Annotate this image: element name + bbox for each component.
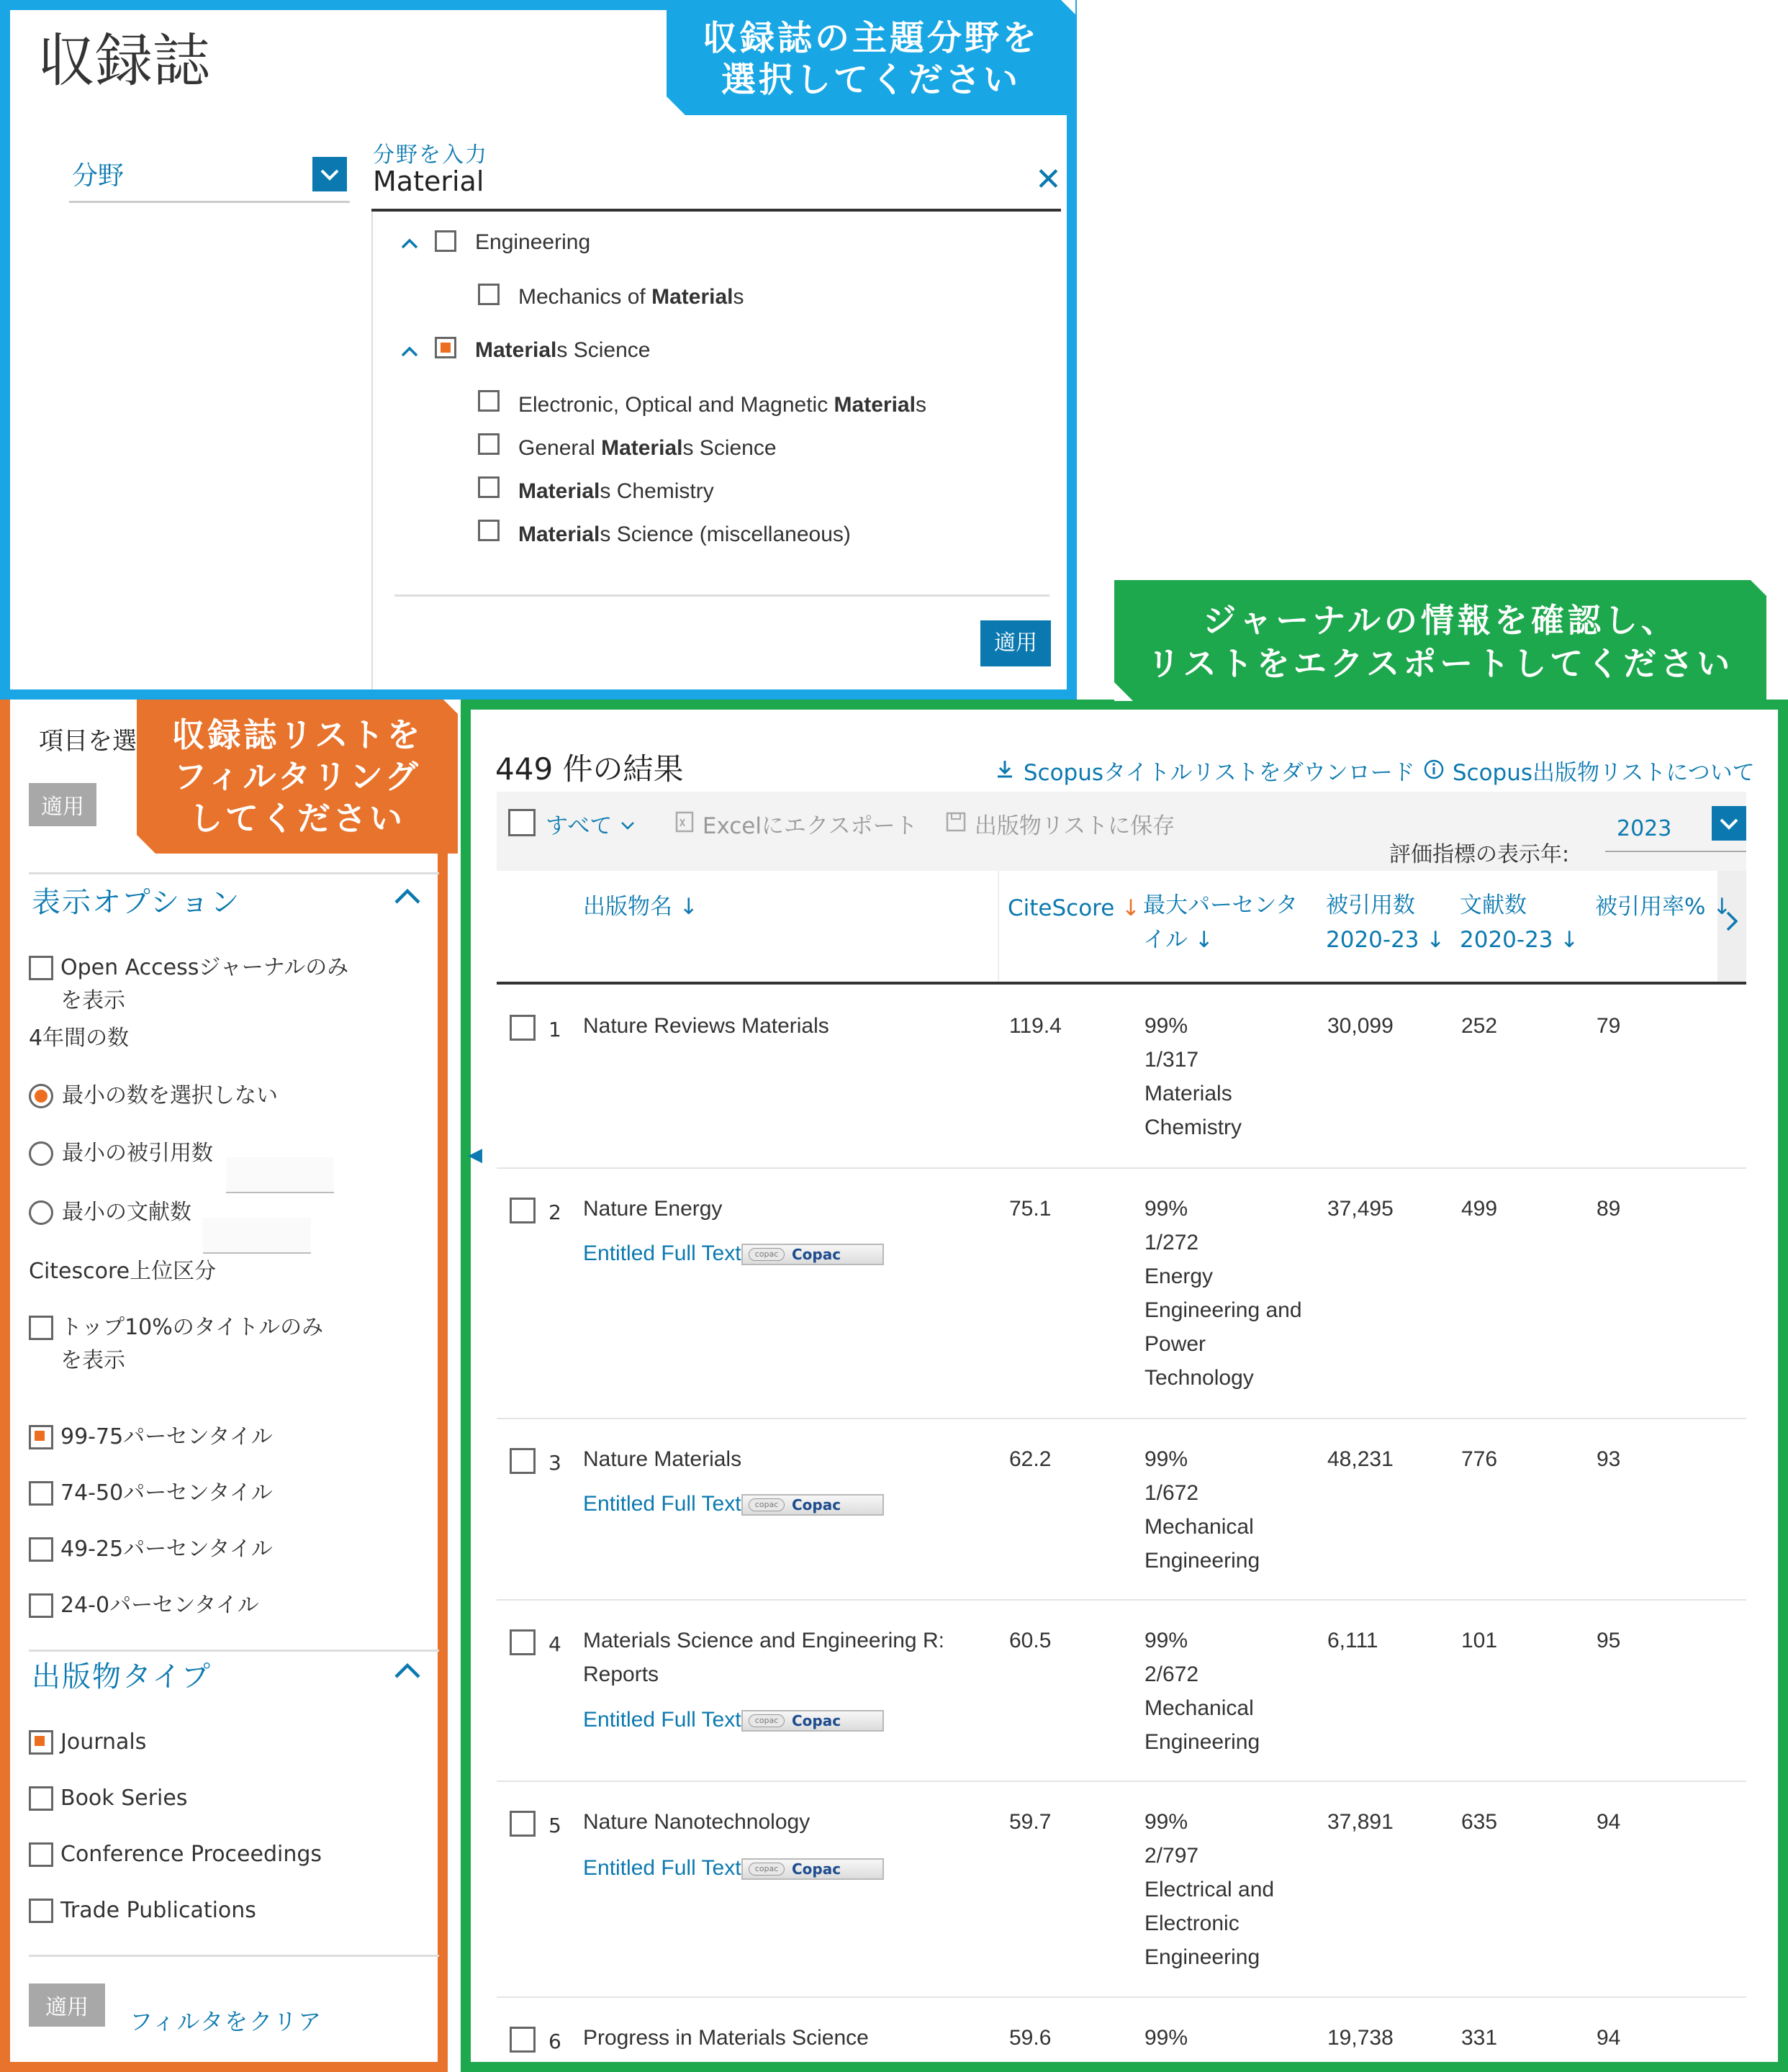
percentile-cell xyxy=(1144,1805,1274,1974)
copac-button[interactable] xyxy=(741,1494,884,1516)
checkbox-mechanics[interactable] xyxy=(478,284,500,305)
checkbox-top10[interactable] xyxy=(29,1316,53,1340)
field-dropdown-label: 分野 xyxy=(72,161,125,191)
cited-percent-value: 89 xyxy=(1597,1197,1621,1221)
copac-logo-icon: copac xyxy=(749,1863,785,1876)
scroll-right-bar[interactable] xyxy=(1717,871,1746,983)
subject-search[interactable] xyxy=(371,137,1061,212)
apply-button[interactable]: 適用 xyxy=(29,783,96,826)
percentile-value: 99% xyxy=(1144,1810,1188,1834)
radio-min-citations-label: 最小の被引用数 xyxy=(62,1141,213,1166)
download-link-text: Scopusタイトルリストをダウンロード xyxy=(1023,760,1415,786)
select-all-label: すべて xyxy=(546,813,613,839)
chevron-up-icon[interactable] xyxy=(399,341,420,368)
full-text-link[interactable]: Entitled Full Text xyxy=(583,1856,741,1880)
radio-min-citations[interactable] xyxy=(29,1141,53,1166)
checkbox-trade[interactable] xyxy=(29,1899,53,1923)
citescore-value: 119.4 xyxy=(1009,1014,1062,1038)
full-text-link[interactable]: Entitled Full Text xyxy=(583,1708,741,1732)
callout-text-line: リストをエクスポートしてください xyxy=(1147,644,1734,683)
copac-logo-icon: copac xyxy=(749,1248,785,1261)
copac-logo-icon: copac xyxy=(749,1714,785,1727)
row-divider xyxy=(497,1781,1746,1782)
year-label: 評価指標の表示年: xyxy=(1389,842,1570,867)
export-excel-label: Excelにエクスポート xyxy=(702,813,918,839)
copac-label: Copac xyxy=(792,1860,841,1878)
citescore-value: 59.7 xyxy=(1009,1810,1052,1834)
cited-percent-value: 94 xyxy=(1597,1810,1621,1834)
export-excel-button[interactable] xyxy=(674,807,918,840)
citescore-value: 75.1 xyxy=(1009,1197,1052,1221)
documents-value: 252 xyxy=(1461,1014,1498,1038)
column-label-line: 文献数 xyxy=(1460,892,1527,918)
tree-item-misc[interactable]: Materials Science (miscellaneous) xyxy=(518,522,851,546)
citations-value: 48,231 xyxy=(1327,1447,1394,1471)
title-line: Reports xyxy=(583,1662,659,1686)
copac-button[interactable] xyxy=(741,1244,884,1265)
min-documents-input[interactable] xyxy=(203,1218,311,1254)
download-icon xyxy=(993,760,1016,786)
row-number: 5 xyxy=(548,1814,561,1837)
citations-value: 30,099 xyxy=(1327,1014,1394,1038)
column-cited-percent[interactable]: 被引用率% ↓ xyxy=(1595,894,1732,920)
divider xyxy=(29,872,439,874)
full-text-link[interactable]: Entitled Full Text xyxy=(583,1492,741,1516)
percentile-value: 99% xyxy=(1144,1447,1188,1471)
checkbox-percentile-49-25[interactable] xyxy=(29,1537,53,1562)
row-divider xyxy=(497,1167,1746,1169)
cited-percent-value: 93 xyxy=(1597,1447,1621,1471)
row-checkbox[interactable] xyxy=(510,1015,536,1041)
select-all-dropdown[interactable] xyxy=(546,807,636,840)
radio-none[interactable] xyxy=(29,1084,53,1108)
percentile-category: Engineering xyxy=(1144,1549,1260,1573)
row-checkbox[interactable] xyxy=(510,2027,536,2053)
journal-title-link[interactable]: Progress in Materials Science xyxy=(583,2026,869,2050)
about-link[interactable] xyxy=(1422,754,1755,787)
copac-logo-icon: copac xyxy=(749,1498,785,1511)
percentile-category: Electrical and xyxy=(1144,1878,1275,1901)
copac-label: Copac xyxy=(792,1712,841,1729)
label-line: を表示 xyxy=(60,988,125,1013)
cited-percent-value: 95 xyxy=(1597,1629,1621,1652)
percentile-category: Power xyxy=(1144,1332,1206,1356)
row-number: 3 xyxy=(548,1451,561,1475)
tree-item-chemistry[interactable]: Materials Chemistry xyxy=(518,479,714,503)
label-line: を表示 xyxy=(60,1348,125,1373)
citations-value: 6,111 xyxy=(1327,1629,1378,1652)
callout-text-line: 収録誌の主題分野を xyxy=(702,18,1039,58)
radio-none-label: 最小の数を選択しない xyxy=(62,1083,278,1108)
chevron-down-icon[interactable] xyxy=(1712,806,1746,841)
percentile-category: Technology xyxy=(1144,1366,1254,1390)
filter-panel xyxy=(0,700,448,2072)
top10-label xyxy=(60,1311,323,1377)
checkbox-chemistry[interactable] xyxy=(478,476,500,498)
four-year-label: 4年間の数 xyxy=(29,1026,130,1051)
percentile-cell xyxy=(1144,1192,1302,1395)
column-label-line: 2020-23 xyxy=(1326,927,1419,953)
column-percentile[interactable]: 最大パーセンタ イル ↓ xyxy=(1143,888,1298,957)
column-label-line: 2020-23 xyxy=(1460,927,1553,953)
cited-percent-value: 94 xyxy=(1597,2026,1621,2050)
percentile-rank: 1/317 xyxy=(1144,1048,1199,1072)
checkbox-general[interactable] xyxy=(478,433,500,455)
copac-label: Copac xyxy=(792,1246,841,1263)
source-type-title[interactable]: 出版物タイプ xyxy=(32,1660,212,1693)
chevron-up-icon[interactable] xyxy=(392,1655,423,1694)
year-dropdown[interactable] xyxy=(1605,806,1746,852)
callout-fold xyxy=(667,96,685,115)
percentile-label: 24-0パーセンタイル xyxy=(60,1593,259,1618)
download-link[interactable] xyxy=(993,754,1415,787)
row-number: 6 xyxy=(548,2030,561,2053)
percentile-rank: 1/672 xyxy=(1144,1481,1199,1505)
checkbox-percentile-99-75[interactable] xyxy=(29,1425,53,1449)
row-checkbox[interactable] xyxy=(510,1198,536,1223)
radio-min-documents[interactable] xyxy=(29,1200,53,1225)
checkbox-percentile-24-0[interactable] xyxy=(29,1593,53,1618)
row-divider xyxy=(497,1996,1746,1998)
divider xyxy=(29,1955,439,1957)
row-checkbox[interactable] xyxy=(510,1811,536,1837)
tree-item-general[interactable]: General Materials Science xyxy=(518,436,777,460)
chevron-down-icon[interactable] xyxy=(312,157,347,191)
percentile-category: Engineering xyxy=(1144,1730,1260,1754)
percentile-category: Materials xyxy=(1144,1082,1232,1105)
results-toolbar xyxy=(497,792,1746,871)
apply-button[interactable]: 適用 xyxy=(980,620,1051,666)
display-options-title[interactable]: 表示オプション xyxy=(32,886,241,919)
save-icon xyxy=(944,813,967,839)
callout-filter-list xyxy=(137,700,458,854)
documents-value: 331 xyxy=(1461,2026,1498,2050)
save-list-label: 出版物リストに保存 xyxy=(974,813,1175,839)
tree-item-materials-science[interactable]: Materials Science xyxy=(475,338,651,362)
column-citescore[interactable]: CiteScore ↓ xyxy=(1008,895,1141,921)
title-line: Materials Science and Engineering R: xyxy=(583,1629,944,1652)
page-title: 収録誌 xyxy=(37,27,210,94)
column-title[interactable]: 出版物名 ↓ xyxy=(583,894,698,920)
callout-text-line: ジャーナルの情報を確認し、 xyxy=(1203,601,1678,640)
copac-label: Copac xyxy=(792,1496,841,1514)
callout-fold xyxy=(1114,682,1133,701)
callout-export-list xyxy=(1114,580,1766,701)
callout-fold xyxy=(1061,0,1075,14)
row-divider xyxy=(497,1418,1746,1419)
percentile-category: Mechanical xyxy=(1144,1696,1254,1720)
callout-select-subject xyxy=(667,0,1075,115)
open-access-label xyxy=(60,951,348,1018)
divider xyxy=(394,594,1049,597)
header-divider xyxy=(497,982,1746,985)
full-text-link[interactable]: Entitled Full Text xyxy=(583,1241,741,1265)
column-label-line: 被引用数 xyxy=(1326,892,1415,918)
percentile-category: Energy xyxy=(1144,1265,1214,1288)
callout-fold xyxy=(137,835,155,854)
journal-title-link[interactable]: Nature Energy xyxy=(583,1197,723,1221)
citescore-value: 62.2 xyxy=(1009,1447,1052,1471)
checkbox-electronic[interactable] xyxy=(478,390,500,412)
percentile-cell xyxy=(1144,1442,1260,1578)
checkbox-book-series[interactable] xyxy=(29,1786,53,1811)
checkbox-engineering[interactable] xyxy=(435,230,456,252)
callout-text-line: してください xyxy=(189,799,405,838)
info-icon xyxy=(1422,760,1445,786)
source-type-label: Journals xyxy=(60,1729,147,1755)
checkbox-misc[interactable] xyxy=(478,520,500,541)
citations-value: 37,495 xyxy=(1327,1197,1394,1221)
column-divider xyxy=(998,871,999,983)
percentile-value: 99% xyxy=(1144,1014,1188,1038)
percentile-category: Mechanical xyxy=(1144,1515,1254,1539)
column-documents[interactable]: 文献数 2020-23 ↓ xyxy=(1460,888,1579,957)
tree-item-mechanics[interactable]: Mechanics of Materials xyxy=(518,285,744,309)
callout-text-line: フィルタリング xyxy=(173,757,421,796)
column-label-line: 最大パーセンタ xyxy=(1143,892,1299,918)
callout-fold xyxy=(443,700,458,714)
documents-value: 499 xyxy=(1461,1197,1498,1221)
column-citations[interactable]: 被引用数 2020-23 ↓ xyxy=(1326,888,1445,957)
copac-button[interactable] xyxy=(741,1710,884,1732)
percentile-label: 99-75パーセンタイル xyxy=(60,1424,273,1449)
search-input[interactable]: Material xyxy=(373,166,484,197)
label-line: Open Accessジャーナルのみ xyxy=(60,955,349,980)
citations-value: 19,738 xyxy=(1327,2026,1394,2050)
chevron-up-icon[interactable] xyxy=(392,881,423,920)
journal-title-link[interactable]: Nature Materials xyxy=(583,1447,742,1471)
callout-fold xyxy=(1751,580,1766,596)
percentile-cell xyxy=(1144,1624,1260,1759)
search-label: 分野を入力 xyxy=(373,142,488,168)
callout-text-line: 選択してください xyxy=(721,60,1021,100)
apply-button[interactable]: 適用 xyxy=(29,1983,105,2027)
row-number: 4 xyxy=(548,1632,561,1656)
result-count: 449 件の結果 xyxy=(495,751,684,787)
journal-title-link[interactable]: Nature Nanotechnology xyxy=(583,1810,811,1834)
percentile-rank: 1/272 xyxy=(1144,1231,1199,1254)
tree-item-engineering[interactable]: Engineering xyxy=(475,230,591,254)
checkbox-open-access[interactable] xyxy=(29,956,53,980)
label-line: トップ10%のタイトルのみ xyxy=(60,1315,324,1340)
percentile-rank: 2/797 xyxy=(1144,1844,1199,1868)
percentile-value: 99% xyxy=(1144,1197,1188,1221)
save-list-button[interactable] xyxy=(944,807,1175,840)
column-cited-label: 被引用率% xyxy=(1595,894,1706,920)
column-label-line: イル xyxy=(1143,927,1188,953)
journal-title-link[interactable] xyxy=(583,1624,944,1691)
min-citations-input[interactable] xyxy=(226,1157,334,1193)
copac-button[interactable] xyxy=(741,1858,884,1880)
citescore-value: 59.6 xyxy=(1009,2026,1052,2050)
filter-heading: 項目を選 xyxy=(39,727,137,756)
documents-value: 776 xyxy=(1461,1447,1498,1471)
column-citescore-label: CiteScore xyxy=(1008,895,1115,921)
column-title-label: 出版物名 xyxy=(583,894,672,920)
percentile-category: Engineering and xyxy=(1144,1298,1302,1322)
close-icon[interactable]: ✕ xyxy=(1035,161,1062,198)
row-number: 2 xyxy=(548,1200,561,1224)
citescore-value: 60.5 xyxy=(1009,1629,1052,1652)
percentile-category: Electronic xyxy=(1144,1912,1240,1935)
checkbox-materials-science[interactable] xyxy=(435,337,456,358)
callout-text-line: 収録誌リストを xyxy=(171,715,423,754)
about-link-text: Scopus出版物リストについて xyxy=(1452,760,1755,786)
documents-value: 635 xyxy=(1461,1810,1498,1834)
percentile-cell xyxy=(1144,1009,1242,1144)
percentile-category: Engineering xyxy=(1144,1945,1260,1969)
percentile-label: 74-50パーセンタイル xyxy=(60,1480,273,1506)
citations-value: 37,891 xyxy=(1327,1810,1394,1834)
checkbox-percentile-74-50[interactable] xyxy=(29,1481,53,1506)
cited-percent-value: 79 xyxy=(1597,1014,1621,1038)
percentile-rank: 2/672 xyxy=(1144,1662,1199,1686)
percentile-category: Chemistry xyxy=(1144,1116,1242,1139)
field-dropdown[interactable] xyxy=(69,151,350,203)
chevron-up-icon[interactable] xyxy=(399,233,420,261)
percentile-value: 99% xyxy=(1144,2026,1188,2050)
source-type-label: Trade Publications xyxy=(60,1898,256,1923)
radio-min-documents-label: 最小の文献数 xyxy=(62,1200,191,1225)
chevron-down-icon xyxy=(619,813,636,839)
row-divider xyxy=(497,1599,1746,1601)
divider xyxy=(29,1650,439,1652)
year-value: 2023 xyxy=(1617,816,1672,841)
source-type-label: Book Series xyxy=(60,1786,188,1811)
row-number: 1 xyxy=(548,1018,561,1041)
row-checkbox[interactable] xyxy=(510,1448,536,1474)
excel-icon xyxy=(674,813,695,839)
percentile-label: 49-25パーセンタイル xyxy=(60,1537,273,1562)
clear-filter-link[interactable]: フィルタをクリア xyxy=(130,2008,323,2035)
documents-value: 101 xyxy=(1461,1629,1498,1652)
percentile-value: 99% xyxy=(1144,1629,1188,1652)
source-type-label: Conference Proceedings xyxy=(60,1842,322,1867)
tree-item-electronic[interactable]: Electronic, Optical and Magnetic Materials xyxy=(518,393,926,417)
select-all-checkbox[interactable] xyxy=(508,809,536,836)
subject-tree xyxy=(371,212,1064,689)
collapse-panel-icon[interactable]: ◀ xyxy=(468,1144,482,1166)
journal-title-link[interactable]: Nature Reviews Materials xyxy=(583,1014,829,1038)
checkbox-conference[interactable] xyxy=(29,1842,53,1867)
row-checkbox[interactable] xyxy=(510,1629,536,1655)
citescore-label: Citescore上位区分 xyxy=(29,1259,217,1284)
checkbox-journals[interactable] xyxy=(29,1730,53,1755)
